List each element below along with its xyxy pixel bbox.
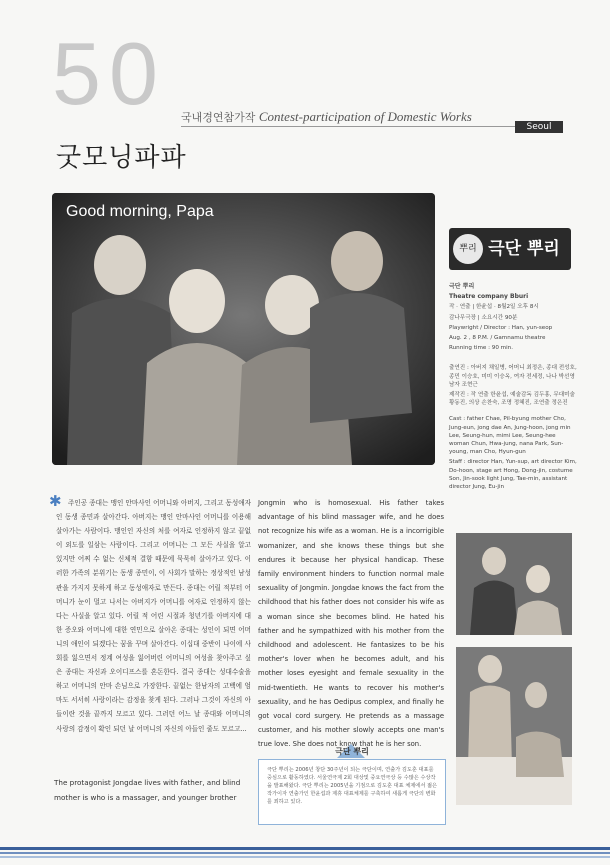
synopsis-korean: 주인공 종대는 맹인 안마사인 어머니와 아버지, 그리고 동성애자인 동생 종민과 살아간다. 아버지는 맹인 안마사인 어머니를 이용해 살아가는 사람이다. 맹인인 자신의 처를 여자로 인정하지 않고 끝없이 외도를 일삼는 사람이다. 그리고 어머니는 그 모든 사실을 알고 있지만 어찌 수 없는 신체적 결함 때문에 묵묵히 살아가고 있다. 이러한 가족의 분위기는 동생 종민이, 이 사회가 말하는 정상적인 남성관을 가지지 못하게 하고 동성애자로 만든다. 종대는 어릴 적부터 어머니가 눈이 멀고 나서는 아버지가 어머니를 여자로 인정하지 않는다는 사실을 알고 있다. 어릴 적 어린 시절과 청년기를 아버지에 대한 증오와 어머니에 대한 연민으로 살아온 종대는 성인이 되면 어머니의 애인이 되겠다는 꿈을 꾸며 살아간다. 이십대 중반이 나이에 사회를 잃으면서 정계 여성을 잃어버린 어머니의 여성을 찾아주고 싶은 종대는 자신과 오이디프스를 혼돈한다. 결국 종대는 성대수술을 하고 어머니의 안마 손님으로 가장한다. 끝없는 한남자의 고백에 엄마도 서서히 사랑이라는 감정을 찾게 된다. 그러나 그것이 자신의 아들이란 것을 끝까지 모르고 있다. 그러던 어느 날 종대와 어머니의 사랑의 감정이 확인 되던 날 어머니의 자신의 아들인 줄도 모르고... <box>56 499 251 733</box>
cast-korean: 출연진 : 아버지 채일병, 어머니 최정은, 종대 전성호, 종민 이승호, 미미 이승옥, 여자 전세정, 나나 박선영 남자 조현근 <box>449 365 577 388</box>
staff-english: Staff : director Han, Yun-sup, art director Kim, Do-hoon, stage art Hong, Dong-jin, costume Son, Jin-sook light Jung, Tae-min, assistant director Jung, Eu-jin <box>449 459 577 491</box>
page-footer-stripes <box>0 845 610 861</box>
main-stage-photo <box>52 193 435 465</box>
subtitle-english: Contest-participation of Domestic Works <box>258 109 472 124</box>
synopsis-english-part1: The protagonist Jongdae lives with father, and blind mother is who is a massager, and younger brother <box>54 778 241 802</box>
company-name-korean: 극단 뿌리 <box>449 283 475 290</box>
side-photo-top <box>456 533 572 635</box>
company-logo <box>449 228 571 270</box>
play-title-korean: 굿모닝파파 <box>56 143 187 173</box>
side-photo-top-illustration <box>456 533 572 635</box>
section-subtitle <box>181 109 472 125</box>
logo-wordmark: 극단 뿌리 <box>488 239 560 259</box>
cast-english: Cast : father Chae, Pil-byung mother Cho, Jung-eun, jong dae An, Jung-hoon, jong min Lee, Seung-hun, mimi Lee, Seung-hee woman Chun, Hwa-jung, nana Park, Sun-young, man Cho, Hyun-gun <box>449 416 571 456</box>
subtitle-korean: 국내경연참가작 <box>181 111 256 124</box>
staff-korean: 제작진 : 작 연출 한윤섭, 예술감독 김두홍, 무대미술 황동진, 의상 손찬숙, 조명 정혜진, 조연출 정은진 <box>449 392 575 407</box>
info-line-3: Playwright / Director : Han, yun-seop <box>449 324 553 331</box>
info-box-title: 극단 뿌리 <box>335 747 369 756</box>
company-info-box <box>258 747 446 825</box>
asterisk-icon: ✱ <box>49 492 62 510</box>
side-photo-bottom <box>456 647 572 805</box>
photo-caption-title: Good morning, Papa <box>66 203 214 220</box>
production-info <box>449 283 577 493</box>
company-name-english: Theatre company Bburi <box>449 293 529 301</box>
info-line-2: 감나무극장 | 소요시간 90분 <box>449 314 518 321</box>
region-badge: Seoul <box>515 121 563 133</box>
logo-emblem: 뿌리 <box>453 234 483 264</box>
page-number: 50 <box>52 24 166 123</box>
stage-photo-illustration <box>52 193 435 465</box>
footer-decoration <box>0 845 610 861</box>
synopsis-english-part2: Jongmin who is homosexual. His father takes advantage of his blind massager wife, and he does not recognize his wife as a woman. He is a incorrigible womanizer, and she knows these things but she endures it because her physical handicap. These family environment hinders to function normal male sexuality of Jongmin. Jongdae knows the fact from the childhood that his father does not consider his wife as a woman since she becomes blind. He hated his father and he sympathized with his mother from the childhood and adolescent. He fantasizes to be his mother's lover when he becomes adult, and his mother loses eyesight and female sexuality in the mid-twentieth. He wants to recover his mother's sexuality, and he has Oedipus complex, and finally he got vocal cord surgery. He pretends as a massage customer, and his mother slowly accepts one man's true love. She does not know that he is her son. <box>258 499 444 749</box>
header-divider <box>181 126 561 127</box>
info-box-body: 극단 뿌리는 2006년 창단 30주년이 되는 극단이며, 연출가 김도훈 대표를 중심으로 활동하였다. 서울연극제 2회 대상및 중요연극상 등 수많은 수상작을 발표해왔다. 극단 뿌리는 2005년을 기점으로 김도훈 대표 체제에서 젊은 작가이자 연출가인 한윤섭과 제휴 대표체제를 구축하여 새롭게 극단의 변화를 꾀하고 있다. <box>267 767 438 805</box>
side-photo-bottom-illustration <box>456 647 572 805</box>
info-line-5: Running time : 90 min. <box>449 345 514 352</box>
info-line-1: 작 · 연출 | 한윤섭 · 8월2일 오후 8시 <box>449 304 539 311</box>
info-line-4: Aug. 2 , 8 P.M. / Gamnamu theatre <box>449 335 546 342</box>
